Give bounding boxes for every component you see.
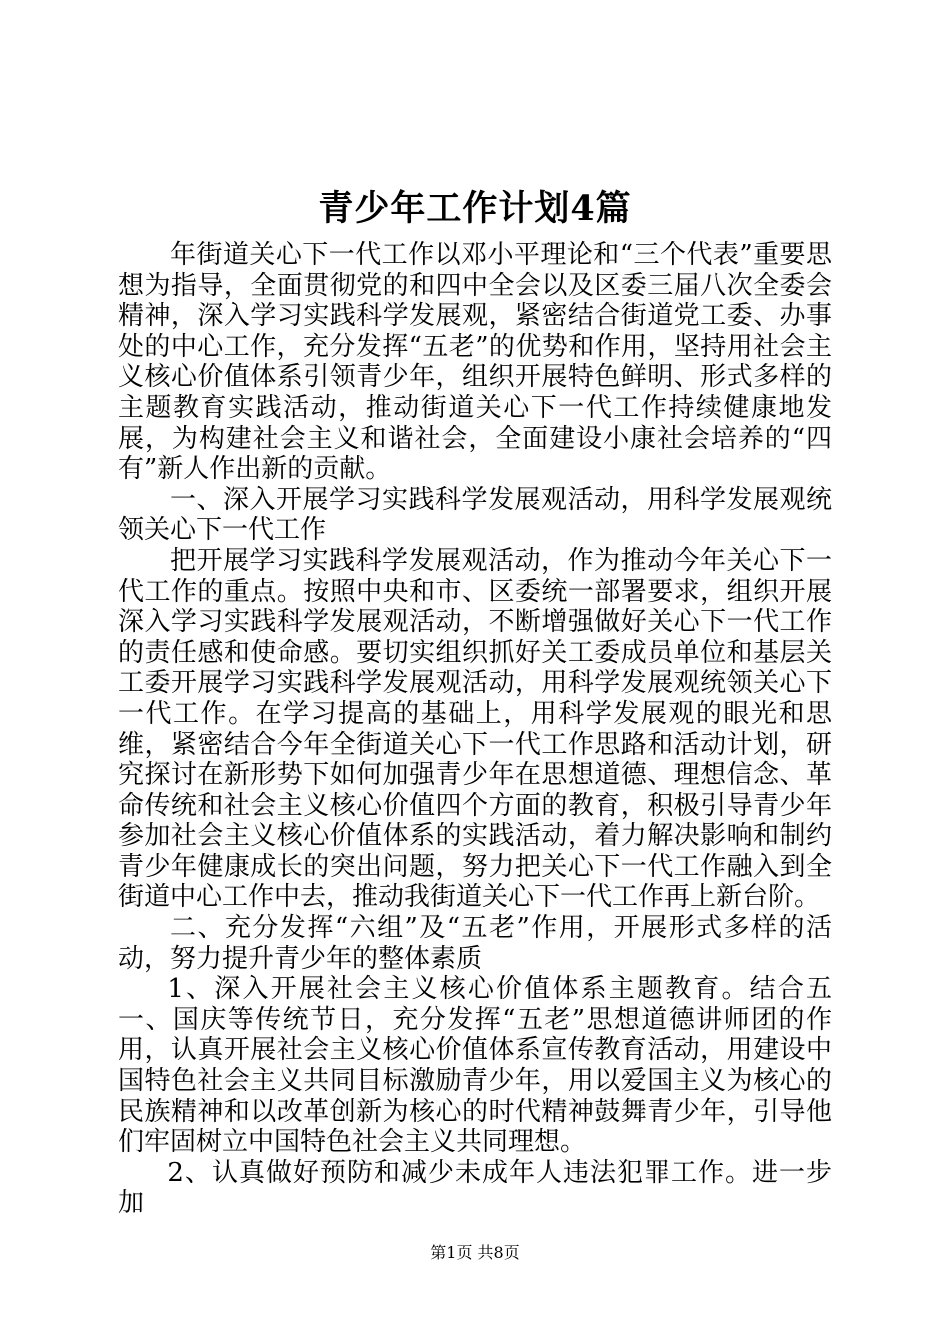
paragraph-item-2: 2、认真做好预防和减少未成年人违法犯罪工作。进一步加: [118, 1157, 832, 1219]
paragraph-item-1: 1、深入开展社会主义核心价值体系主题教育。结合五一、国庆等传统节日，充分发挥“五老”思想道德讲师团的作用，认真开展社会主义核心价值体系宣传教育活动，用建设中国特色社会主义共同目标激励青少年，用以爱国主义为核心的民族精神和以改革创新为核心的时代精神鼓舞青少年，引导他们牢固树立中国特色社会主义共同理想。: [118, 974, 832, 1158]
section-heading-1: 一、深入开展学习实践科学发展观活动，用科学发展观统领关心下一代工作: [118, 484, 832, 546]
paragraph-section-1: 把开展学习实践科学发展观活动，作为推动今年关心下一代工作的重点。按照中央和市、区委统一部署要求，组织开展深入学习实践科学发展观活动，不断增强做好关心下一代工作的责任感和使命感。要切实组织抓好关工委成员单位和基层关工委开展学习实践科学发展观活动，用科学发展观统领关心下一代工作。在学习提高的基础上，用科学发展观的眼光和思维，紧密结合今年全街道关心下一代工作思路和活动计划，研究探讨在新形势下如何加强青少年在思想道德、理想信念、革命传统和社会主义核心价值四个方面的教育，积极引导青少年参加社会主义核心价值体系的实践活动，着力解决影响和制约青少年健康成长的突出问题，努力把关心下一代工作融入到全街道中心工作中去，推动我街道关心下一代工作再上新台阶。: [118, 545, 832, 913]
document-body: [118, 240, 832, 1219]
paragraph-intro: 年街道关心下一代工作以邓小平理论和“三个代表”重要思想为指导，全面贯彻党的和四中全会以及区委三届八次全委会精神，深入学习实践科学发展观，紧密结合街道党工委、办事处的中心工作，充分发挥“五老”的优势和作用，坚持用社会主义核心价值体系引领青少年，组织开展特色鲜明、形式多样的主题教育实践活动，推动街道关心下一代工作持续健康地发展，为构建社会主义和谐社会，全面建设小康社会培养的“四有”新人作出新的贡献。: [118, 240, 832, 485]
section-heading-2: 二、充分发挥“六组”及“五老”作用，开展形式多样的活动，努力提升青少年的整体素质: [118, 913, 832, 974]
document-title: 青少年工作计划4篇: [318, 188, 632, 229]
page-number-footer: 第1页 共8页: [430, 1243, 520, 1262]
